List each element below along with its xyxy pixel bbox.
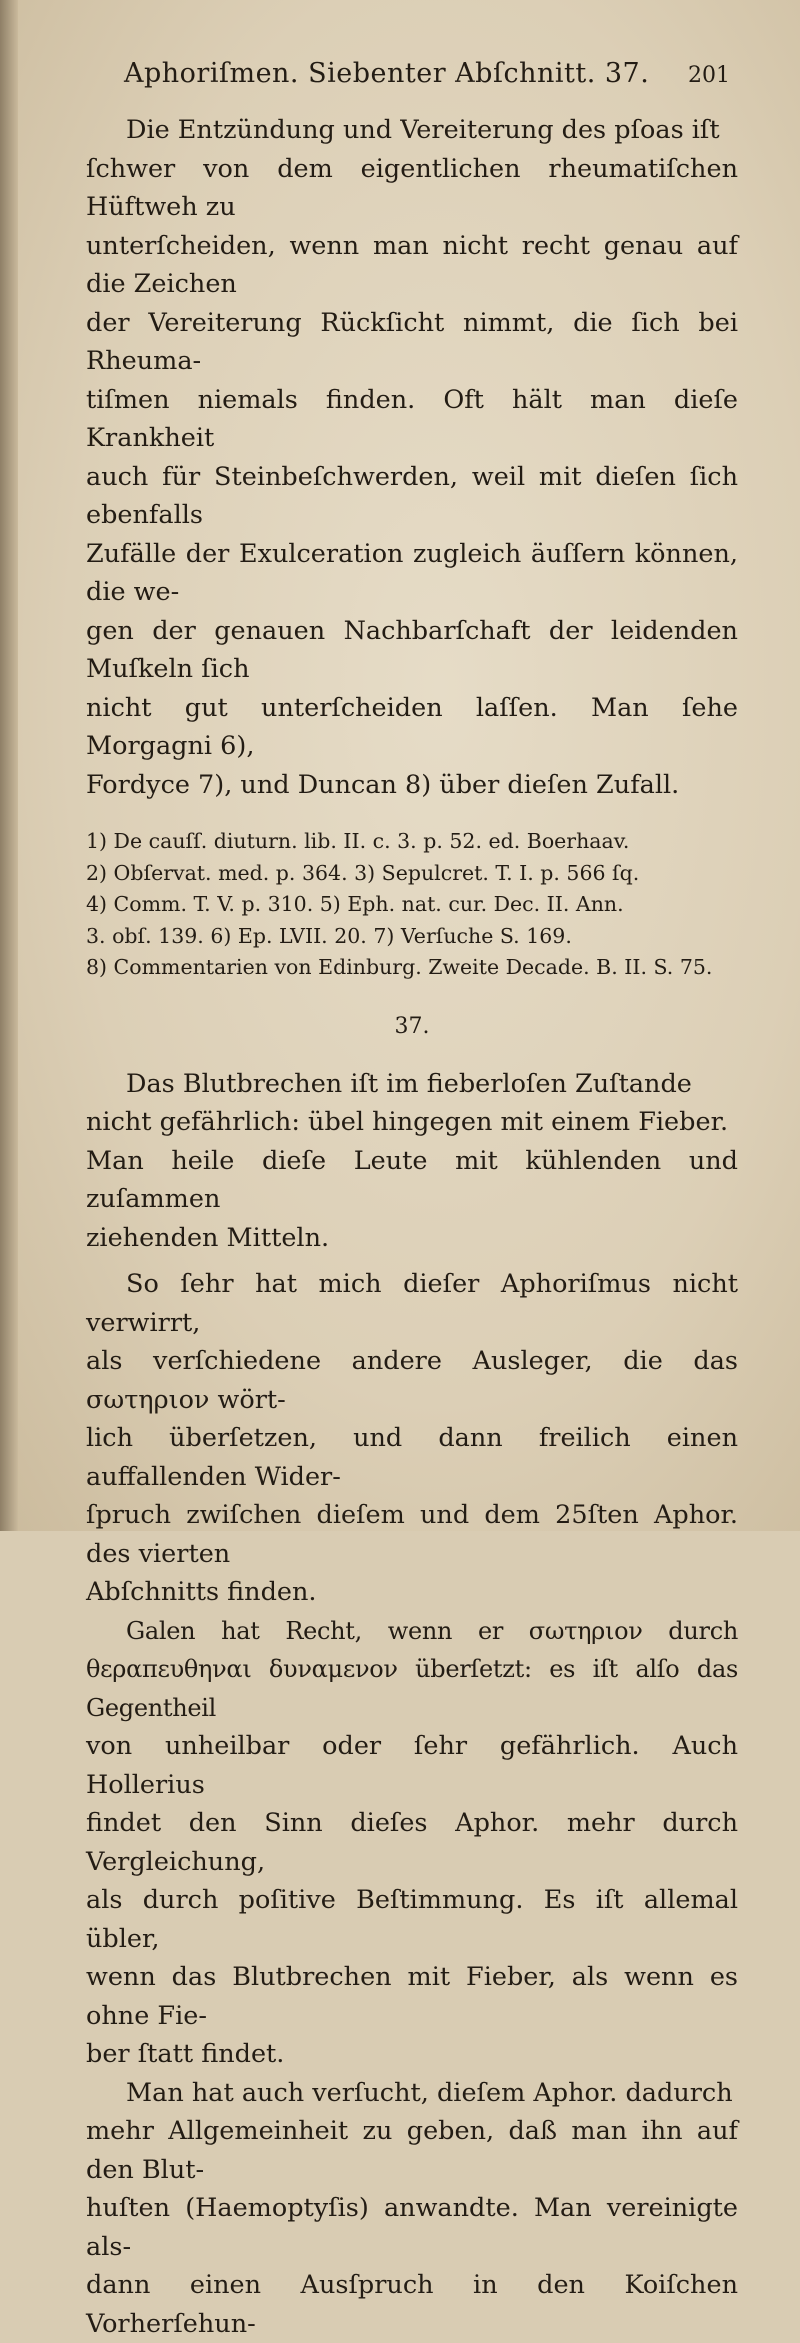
text-line: wenn das Blutbrechen mit Fieber, als wenn es ohne Fie- <box>86 1958 738 2035</box>
text-line: lich überſetzen, und dann freilich einen auffallenden Wider- <box>86 1419 738 1496</box>
text-line: der Vereiterung Rückſicht nimmt, die ſich bei Rheuma- <box>86 304 738 381</box>
text-line: Man hat auch verſucht, dieſem Aphor. dadurch <box>86 2074 738 2113</box>
text-line: huſten (Haemoptyſis) anwandte. Man vereinigte als- <box>86 2189 738 2266</box>
footnote-line: 4) Comm. T. V. p. 310. 5) Eph. nat. cur. Dec. II. Ann. <box>86 889 738 921</box>
text-line: Man heile dieſe Leute mit kühlenden und zuſammen <box>86 1142 738 1219</box>
footnote-line: 3. obſ. 139. 6) Ep. LVII. 20. 7) Verſuche S. 169. <box>86 921 738 953</box>
footnote-line: 8) Commentarien von Edinburg. Zweite Decade. B. II. S. 75. <box>86 952 738 984</box>
text-line: nicht gut unterſcheiden laſſen. Man ſehe Morgagni 6), <box>86 689 738 766</box>
text-line: Die Entzündung und Vereiterung des pſoas iſt <box>86 111 738 150</box>
running-head: Aphoriſmen. Siebenter Abſchnitt. 37. <box>124 58 649 89</box>
text-line: Das Blutbrechen iſt im fieberloſen Zuſtande <box>86 1065 738 1104</box>
page-edge <box>0 0 18 1531</box>
text-line: gen der genauen Nachbarſchaft der leidenden Muſkeln ſich <box>86 612 738 689</box>
text-line: mehr Allgemeinheit zu geben, daß man ihn auf den Blut- <box>86 2112 738 2189</box>
text-line: Fordyce 7), und Duncan 8) über dieſen Zufall. <box>86 766 738 805</box>
text-line: ſchwer von dem eigentlichen rheumatiſchen Hüftweh zu <box>86 150 738 227</box>
commentary-paragraph-2 <box>86 1612 738 2074</box>
footnotes <box>86 826 738 984</box>
page-header <box>86 58 738 89</box>
section-36-text <box>86 111 738 804</box>
section-number: 37. <box>86 1014 738 1039</box>
text-line: ziehenden Mitteln. <box>86 1219 738 1258</box>
text-line: dann einen Ausſpruch in den Koiſchen Vorherſehun- <box>86 2266 738 2343</box>
text-line: So ſehr hat mich dieſer Aphoriſmus nicht verwirrt, <box>86 1265 738 1342</box>
text-line: ber ſtatt findet. <box>86 2035 738 2074</box>
text-line: findet den Sinn dieſes Aphor. mehr durch Vergleichung, <box>86 1804 738 1881</box>
text-line: Abſchnitts finden. <box>86 1573 738 1612</box>
footnote-line: 2) Obſervat. med. p. 364. 3) Sepulcret. T. I. p. 566 ſq. <box>86 858 738 890</box>
text-line: unterſcheiden, wenn man nicht recht genau auf die Zeichen <box>86 227 738 304</box>
text-line: auch für Steinbeſchwerden, weil mit dieſen ſich ebenfalls <box>86 458 738 535</box>
text-line: als durch poſitive Beſtimmung. Es iſt allemal übler, <box>86 1881 738 1958</box>
page-number: 201 <box>688 63 730 88</box>
text-line: tiſmen niemals finden. Oft hält man dieſe Krankheit <box>86 381 738 458</box>
commentary-paragraph-3 <box>86 2074 738 2343</box>
text-line: von unheilbar oder ſehr gefährlich. Auch Hollerius <box>86 1727 738 1804</box>
aphorism-text <box>86 1065 738 1258</box>
footnote-line: 1) De cauſſ. diuturn. lib. II. c. 3. p. 52. ed. Boerhaav. <box>86 826 738 858</box>
text-line: Zufälle der Exulceration zugleich äuſſern können, die we- <box>86 535 738 612</box>
text-line: als verſchiedene andere Ausleger, die das σωτηριον wört- <box>86 1342 738 1419</box>
text-line: ſpruch zwiſchen dieſem und dem 25ſten Aphor. des vierten <box>86 1496 738 1573</box>
text-line: Galen hat Recht, wenn er σωτηριον durch θεραπευθηναι δυναμενον überſetzt: es iſt alſo das Gegentheil <box>86 1612 738 1728</box>
text-line: nicht gefährlich: übel hingegen mit einem Fieber. <box>86 1103 738 1142</box>
commentary-paragraph-1 <box>86 1265 738 1612</box>
